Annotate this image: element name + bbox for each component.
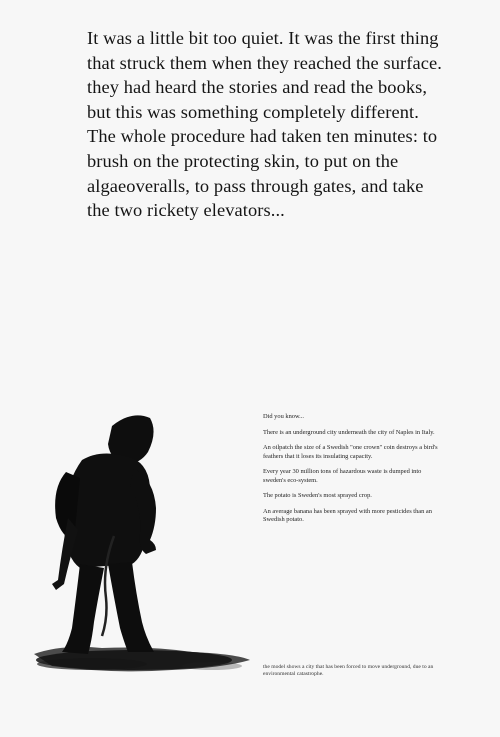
fact-item: Every year 30 million tons of hazardous waste is dumped into sweden's eco-system.	[263, 468, 422, 484]
figure-caption: the model shows a city that has been forced to move underground, due to an environmental catastrophe.	[263, 664, 434, 678]
facts-panel	[263, 413, 443, 532]
fact-item: There is an underground city underneath the city of Naples in Italy.	[263, 428, 435, 436]
fact-item: An oilpatch the size of a Swedish "one crown" coin destroys a bird's feathers that it loses its insulating capacity.	[263, 444, 438, 460]
silhouette-figure-image	[22, 408, 262, 688]
intro-paragraph: It was a little bit too quiet. It was the first thing that struck them when they reached the surface. they had heard the stories and read the books, but this was something completely different. The whole procedure had taken ten minutes: to brush on the protecting skin, to put on the algaeoveralls, to pass through gates, and take the two rickety elevators...	[87, 28, 442, 221]
fact-item: An average banana has been sprayed with more pesticides than an Swedish potato.	[263, 507, 432, 524]
facts-heading: Did you know...	[263, 413, 304, 420]
fact-item: The potato is Sweden's most sprayed crop.	[263, 492, 372, 500]
